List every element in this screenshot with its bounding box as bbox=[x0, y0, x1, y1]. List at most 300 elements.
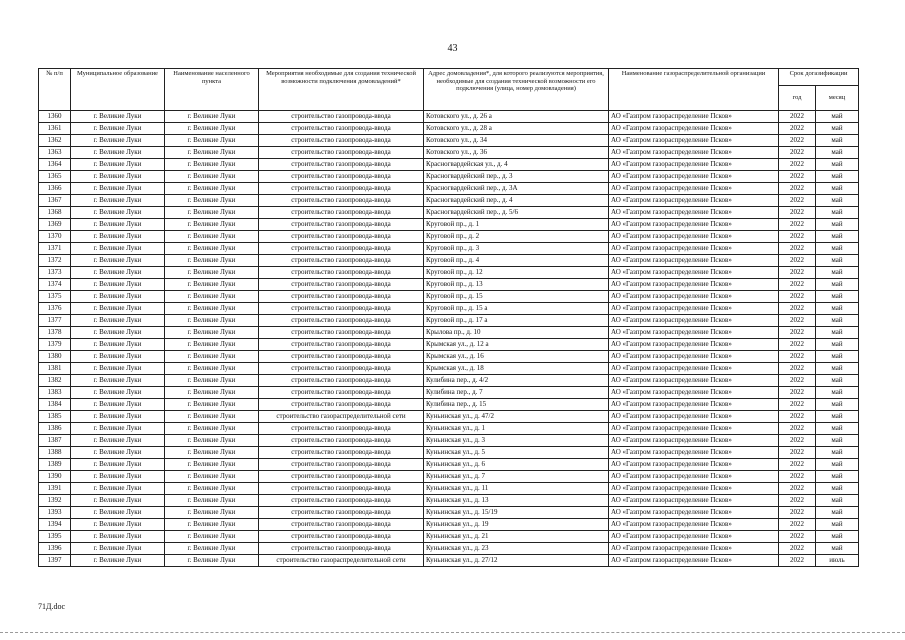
municipality-cell: г. Великие Луки bbox=[71, 183, 165, 195]
year-cell: 2022 bbox=[779, 255, 816, 267]
address-cell: Круговой пр., д. 3 bbox=[424, 243, 609, 255]
year-cell: 2022 bbox=[779, 171, 816, 183]
table-row bbox=[39, 111, 859, 123]
col-org-header: Наименование газораспределительной организации bbox=[609, 69, 779, 111]
settlement-cell: г. Великие Луки bbox=[165, 303, 259, 315]
table-row bbox=[39, 159, 859, 171]
year-cell: 2022 bbox=[779, 339, 816, 351]
settlement-cell: г. Великие Луки bbox=[165, 399, 259, 411]
settlement-cell: г. Великие Луки bbox=[165, 243, 259, 255]
row-number: 1396 bbox=[39, 543, 71, 555]
month-cell: май bbox=[816, 423, 859, 435]
address-cell: Котовского ул., д. 26 а bbox=[424, 111, 609, 123]
month-cell: май bbox=[816, 351, 859, 363]
settlement-cell: г. Великие Луки bbox=[165, 459, 259, 471]
settlement-cell: г. Великие Луки bbox=[165, 219, 259, 231]
row-number: 1378 bbox=[39, 327, 71, 339]
month-cell: май bbox=[816, 171, 859, 183]
municipality-cell: г. Великие Луки bbox=[71, 495, 165, 507]
row-number: 1360 bbox=[39, 111, 71, 123]
measure-cell: строительство газопровода-ввода bbox=[259, 543, 424, 555]
address-cell: Красногвардейский пер., д. 4 bbox=[424, 195, 609, 207]
address-cell: Круговой пр., д. 12 bbox=[424, 267, 609, 279]
organization-cell: АО «Газпром газораспределение Псков» bbox=[609, 363, 779, 375]
measure-cell: строительство газопровода-ввода bbox=[259, 111, 424, 123]
address-cell: Круговой пр., д. 1 bbox=[424, 219, 609, 231]
document-filename: 71Д.doc bbox=[38, 602, 66, 611]
month-cell: май bbox=[816, 207, 859, 219]
month-cell: май bbox=[816, 315, 859, 327]
table-row bbox=[39, 531, 859, 543]
settlement-cell: г. Великие Луки bbox=[165, 423, 259, 435]
row-number: 1384 bbox=[39, 399, 71, 411]
measure-cell: строительство газопровода-ввода bbox=[259, 459, 424, 471]
municipality-cell: г. Великие Луки bbox=[71, 255, 165, 267]
row-number: 1370 bbox=[39, 231, 71, 243]
year-cell: 2022 bbox=[779, 375, 816, 387]
year-cell: 2022 bbox=[779, 279, 816, 291]
month-cell: май bbox=[816, 291, 859, 303]
month-cell: май bbox=[816, 219, 859, 231]
col-measures-header: Мероприятия необходимые для создания технической возможности подключения домовладений* bbox=[259, 69, 424, 111]
col-municipality-header: Муниципальное образование bbox=[71, 69, 165, 111]
measure-cell: строительство газопровода-ввода bbox=[259, 123, 424, 135]
organization-cell: АО «Газпром газораспределение Псков» bbox=[609, 543, 779, 555]
month-cell: май bbox=[816, 543, 859, 555]
month-cell: май bbox=[816, 195, 859, 207]
municipality-cell: г. Великие Луки bbox=[71, 375, 165, 387]
organization-cell: АО «Газпром газораспределение Псков» bbox=[609, 267, 779, 279]
table-row bbox=[39, 471, 859, 483]
municipality-cell: г. Великие Луки bbox=[71, 315, 165, 327]
settlement-cell: г. Великие Луки bbox=[165, 291, 259, 303]
municipality-cell: г. Великие Луки bbox=[71, 483, 165, 495]
row-number: 1373 bbox=[39, 267, 71, 279]
municipality-cell: г. Великие Луки bbox=[71, 423, 165, 435]
row-number: 1362 bbox=[39, 135, 71, 147]
municipality-cell: г. Великие Луки bbox=[71, 231, 165, 243]
measure-cell: строительство газопровода-ввода bbox=[259, 207, 424, 219]
table-row bbox=[39, 519, 859, 531]
organization-cell: АО «Газпром газораспределение Псков» bbox=[609, 315, 779, 327]
table-row bbox=[39, 363, 859, 375]
table-row bbox=[39, 267, 859, 279]
organization-cell: АО «Газпром газораспределение Псков» bbox=[609, 291, 779, 303]
measure-cell: строительство газопровода-ввода bbox=[259, 243, 424, 255]
address-cell: Куньинская ул., д. 27/12 bbox=[424, 555, 609, 567]
table-row bbox=[39, 147, 859, 159]
month-cell: май bbox=[816, 507, 859, 519]
address-cell: Куньинская ул., д. 6 bbox=[424, 459, 609, 471]
row-number: 1394 bbox=[39, 519, 71, 531]
measure-cell: строительство газопровода-ввода bbox=[259, 231, 424, 243]
month-cell: май bbox=[816, 159, 859, 171]
organization-cell: АО «Газпром газораспределение Псков» bbox=[609, 303, 779, 315]
table-row bbox=[39, 423, 859, 435]
month-cell: май bbox=[816, 231, 859, 243]
settlement-cell: г. Великие Луки bbox=[165, 327, 259, 339]
measure-cell: строительство газопровода-ввода bbox=[259, 507, 424, 519]
address-cell: Круговой пр., д. 13 bbox=[424, 279, 609, 291]
year-cell: 2022 bbox=[779, 531, 816, 543]
settlement-cell: г. Великие Луки bbox=[165, 519, 259, 531]
settlement-cell: г. Великие Луки bbox=[165, 315, 259, 327]
table-row bbox=[39, 135, 859, 147]
address-cell: Красногвардейская ул., д. 4 bbox=[424, 159, 609, 171]
organization-cell: АО «Газпром газораспределение Псков» bbox=[609, 447, 779, 459]
settlement-cell: г. Великие Луки bbox=[165, 435, 259, 447]
measure-cell: строительство газопровода-ввода bbox=[259, 147, 424, 159]
measure-cell: строительство газораспределительной сети bbox=[259, 555, 424, 567]
organization-cell: АО «Газпром газораспределение Псков» bbox=[609, 147, 779, 159]
year-cell: 2022 bbox=[779, 447, 816, 459]
measure-cell: строительство газопровода-ввода bbox=[259, 339, 424, 351]
settlement-cell: г. Великие Луки bbox=[165, 195, 259, 207]
measure-cell: строительство газопровода-ввода bbox=[259, 195, 424, 207]
table-row bbox=[39, 399, 859, 411]
year-cell: 2022 bbox=[779, 555, 816, 567]
month-cell: май bbox=[816, 267, 859, 279]
municipality-cell: г. Великие Луки bbox=[71, 243, 165, 255]
table-row bbox=[39, 123, 859, 135]
municipality-cell: г. Великие Луки bbox=[71, 399, 165, 411]
year-cell: 2022 bbox=[779, 495, 816, 507]
organization-cell: АО «Газпром газораспределение Псков» bbox=[609, 435, 779, 447]
table-row bbox=[39, 231, 859, 243]
row-number: 1377 bbox=[39, 315, 71, 327]
table-row bbox=[39, 255, 859, 267]
address-cell: Куньинская ул., д. 5 bbox=[424, 447, 609, 459]
municipality-cell: г. Великие Луки bbox=[71, 123, 165, 135]
row-number: 1382 bbox=[39, 375, 71, 387]
settlement-cell: г. Великие Луки bbox=[165, 339, 259, 351]
month-cell: май bbox=[816, 495, 859, 507]
settlement-cell: г. Великие Луки bbox=[165, 147, 259, 159]
table-row bbox=[39, 171, 859, 183]
month-cell: май bbox=[816, 363, 859, 375]
address-cell: Крымская ул., д. 18 bbox=[424, 363, 609, 375]
year-cell: 2022 bbox=[779, 399, 816, 411]
organization-cell: АО «Газпром газораспределение Псков» bbox=[609, 423, 779, 435]
col-year-header: год bbox=[779, 86, 816, 111]
row-number: 1364 bbox=[39, 159, 71, 171]
municipality-cell: г. Великие Луки bbox=[71, 531, 165, 543]
month-cell: май bbox=[816, 519, 859, 531]
month-cell: май bbox=[816, 147, 859, 159]
municipality-cell: г. Великие Луки bbox=[71, 507, 165, 519]
address-cell: Куньинская ул., д. 13 bbox=[424, 495, 609, 507]
measure-cell: строительство газопровода-ввода bbox=[259, 315, 424, 327]
year-cell: 2022 bbox=[779, 363, 816, 375]
address-cell: Куньинская ул., д. 3 bbox=[424, 435, 609, 447]
organization-cell: АО «Газпром газораспределение Псков» bbox=[609, 387, 779, 399]
municipality-cell: г. Великие Луки bbox=[71, 219, 165, 231]
year-cell: 2022 bbox=[779, 327, 816, 339]
table-row bbox=[39, 195, 859, 207]
settlement-cell: г. Великие Луки bbox=[165, 387, 259, 399]
row-number: 1390 bbox=[39, 471, 71, 483]
row-number: 1367 bbox=[39, 195, 71, 207]
table-row bbox=[39, 243, 859, 255]
year-cell: 2022 bbox=[779, 387, 816, 399]
col-num-header: № п/п bbox=[39, 69, 71, 111]
table-row bbox=[39, 219, 859, 231]
municipality-cell: г. Великие Луки bbox=[71, 459, 165, 471]
gasification-table bbox=[38, 68, 859, 567]
settlement-cell: г. Великие Луки bbox=[165, 447, 259, 459]
settlement-cell: г. Великие Луки bbox=[165, 267, 259, 279]
table-row bbox=[39, 483, 859, 495]
municipality-cell: г. Великие Луки bbox=[71, 267, 165, 279]
row-number: 1365 bbox=[39, 171, 71, 183]
settlement-cell: г. Великие Луки bbox=[165, 183, 259, 195]
settlement-cell: г. Великие Луки bbox=[165, 279, 259, 291]
row-number: 1383 bbox=[39, 387, 71, 399]
year-cell: 2022 bbox=[779, 423, 816, 435]
row-number: 1395 bbox=[39, 531, 71, 543]
table-row bbox=[39, 207, 859, 219]
address-cell: Куньинская ул., д. 11 bbox=[424, 483, 609, 495]
table-row bbox=[39, 507, 859, 519]
measure-cell: строительство газораспределительной сети bbox=[259, 411, 424, 423]
organization-cell: АО «Газпром газораспределение Псков» bbox=[609, 507, 779, 519]
municipality-cell: г. Великие Луки bbox=[71, 411, 165, 423]
settlement-cell: г. Великие Луки bbox=[165, 543, 259, 555]
settlement-cell: г. Великие Луки bbox=[165, 171, 259, 183]
address-cell: Куньинская ул., д. 21 bbox=[424, 531, 609, 543]
address-cell: Куньинская ул., д. 7 bbox=[424, 471, 609, 483]
table-body bbox=[39, 111, 859, 567]
organization-cell: АО «Газпром газораспределение Псков» bbox=[609, 159, 779, 171]
measure-cell: строительство газопровода-ввода bbox=[259, 423, 424, 435]
organization-cell: АО «Газпром газораспределение Псков» bbox=[609, 327, 779, 339]
address-cell: Крымская ул., д. 16 bbox=[424, 351, 609, 363]
measure-cell: строительство газопровода-ввода bbox=[259, 219, 424, 231]
organization-cell: АО «Газпром газораспределение Псков» bbox=[609, 183, 779, 195]
row-number: 1372 bbox=[39, 255, 71, 267]
organization-cell: АО «Газпром газораспределение Псков» bbox=[609, 399, 779, 411]
row-number: 1397 bbox=[39, 555, 71, 567]
settlement-cell: г. Великие Луки bbox=[165, 255, 259, 267]
municipality-cell: г. Великие Луки bbox=[71, 207, 165, 219]
municipality-cell: г. Великие Луки bbox=[71, 351, 165, 363]
municipality-cell: г. Великие Луки bbox=[71, 147, 165, 159]
year-cell: 2022 bbox=[779, 159, 816, 171]
year-cell: 2022 bbox=[779, 471, 816, 483]
organization-cell: АО «Газпром газораспределение Псков» bbox=[609, 495, 779, 507]
measure-cell: строительство газопровода-ввода bbox=[259, 363, 424, 375]
municipality-cell: г. Великие Луки bbox=[71, 111, 165, 123]
year-cell: 2022 bbox=[779, 351, 816, 363]
table-row bbox=[39, 555, 859, 567]
table-row bbox=[39, 339, 859, 351]
year-cell: 2022 bbox=[779, 243, 816, 255]
month-cell: май bbox=[816, 387, 859, 399]
table-row bbox=[39, 183, 859, 195]
organization-cell: АО «Газпром газораспределение Псков» bbox=[609, 351, 779, 363]
organization-cell: АО «Газпром газораспределение Псков» bbox=[609, 135, 779, 147]
year-cell: 2022 bbox=[779, 219, 816, 231]
address-cell: Круговой пр., д. 17 а bbox=[424, 315, 609, 327]
year-cell: 2022 bbox=[779, 291, 816, 303]
table-row bbox=[39, 291, 859, 303]
month-cell: май bbox=[816, 435, 859, 447]
year-cell: 2022 bbox=[779, 507, 816, 519]
year-cell: 2022 bbox=[779, 123, 816, 135]
row-number: 1387 bbox=[39, 435, 71, 447]
table-row bbox=[39, 435, 859, 447]
measure-cell: строительство газопровода-ввода bbox=[259, 495, 424, 507]
address-cell: Красногвардейский пер., д. 3 bbox=[424, 171, 609, 183]
municipality-cell: г. Великие Луки bbox=[71, 279, 165, 291]
table-row bbox=[39, 495, 859, 507]
year-cell: 2022 bbox=[779, 519, 816, 531]
scan-edge-line bbox=[0, 632, 905, 633]
organization-cell: АО «Газпром газораспределение Псков» bbox=[609, 219, 779, 231]
organization-cell: АО «Газпром газораспределение Псков» bbox=[609, 555, 779, 567]
month-cell: май bbox=[816, 399, 859, 411]
address-cell: Куньинская ул., д. 1 bbox=[424, 423, 609, 435]
settlement-cell: г. Великие Луки bbox=[165, 351, 259, 363]
col-month-header: месяц bbox=[816, 86, 859, 111]
municipality-cell: г. Великие Луки bbox=[71, 555, 165, 567]
settlement-cell: г. Великие Луки bbox=[165, 159, 259, 171]
municipality-cell: г. Великие Луки bbox=[71, 159, 165, 171]
row-number: 1381 bbox=[39, 363, 71, 375]
row-number: 1375 bbox=[39, 291, 71, 303]
municipality-cell: г. Великие Луки bbox=[71, 171, 165, 183]
organization-cell: АО «Газпром газораспределение Псков» bbox=[609, 531, 779, 543]
settlement-cell: г. Великие Луки bbox=[165, 471, 259, 483]
row-number: 1391 bbox=[39, 483, 71, 495]
measure-cell: строительство газопровода-ввода bbox=[259, 375, 424, 387]
municipality-cell: г. Великие Луки bbox=[71, 303, 165, 315]
table-row bbox=[39, 411, 859, 423]
municipality-cell: г. Великие Луки bbox=[71, 363, 165, 375]
organization-cell: АО «Газпром газораспределение Псков» bbox=[609, 279, 779, 291]
measure-cell: строительство газопровода-ввода bbox=[259, 387, 424, 399]
organization-cell: АО «Газпром газораспределение Псков» bbox=[609, 411, 779, 423]
row-number: 1392 bbox=[39, 495, 71, 507]
month-cell: июль bbox=[816, 555, 859, 567]
measure-cell: строительство газопровода-ввода bbox=[259, 351, 424, 363]
measure-cell: строительство газопровода-ввода bbox=[259, 399, 424, 411]
measure-cell: строительство газопровода-ввода bbox=[259, 291, 424, 303]
page-number: 43 bbox=[447, 43, 458, 54]
address-cell: Круговой пр., д. 2 bbox=[424, 231, 609, 243]
year-cell: 2022 bbox=[779, 135, 816, 147]
measure-cell: строительство газопровода-ввода bbox=[259, 183, 424, 195]
settlement-cell: г. Великие Луки bbox=[165, 231, 259, 243]
address-cell: Куньинская ул., д. 15/19 bbox=[424, 507, 609, 519]
year-cell: 2022 bbox=[779, 435, 816, 447]
measure-cell: строительство газопровода-ввода bbox=[259, 279, 424, 291]
row-number: 1368 bbox=[39, 207, 71, 219]
address-cell: Кулибина пер., д. 15 bbox=[424, 399, 609, 411]
row-number: 1385 bbox=[39, 411, 71, 423]
row-number: 1388 bbox=[39, 447, 71, 459]
month-cell: май bbox=[816, 327, 859, 339]
measure-cell: строительство газопровода-ввода bbox=[259, 471, 424, 483]
col-term-header: Срок догазификации bbox=[779, 69, 859, 86]
address-cell: Красногвардейский пер., д. 3А bbox=[424, 183, 609, 195]
measure-cell: строительство газопровода-ввода bbox=[259, 435, 424, 447]
row-number: 1380 bbox=[39, 351, 71, 363]
address-cell: Котовского ул., д. 34 bbox=[424, 135, 609, 147]
settlement-cell: г. Великие Луки bbox=[165, 411, 259, 423]
measure-cell: строительство газопровода-ввода bbox=[259, 171, 424, 183]
year-cell: 2022 bbox=[779, 231, 816, 243]
organization-cell: АО «Газпром газораспределение Псков» bbox=[609, 339, 779, 351]
municipality-cell: г. Великие Луки bbox=[71, 543, 165, 555]
municipality-cell: г. Великие Луки bbox=[71, 135, 165, 147]
table-row bbox=[39, 279, 859, 291]
address-cell: Кулибина пер., д. 7 bbox=[424, 387, 609, 399]
year-cell: 2022 bbox=[779, 267, 816, 279]
year-cell: 2022 bbox=[779, 315, 816, 327]
address-cell: Кулибина пер., д. 4/2 bbox=[424, 375, 609, 387]
organization-cell: АО «Газпром газораспределение Псков» bbox=[609, 195, 779, 207]
municipality-cell: г. Великие Луки bbox=[71, 387, 165, 399]
address-cell: Куньинская ул., д. 47/2 bbox=[424, 411, 609, 423]
municipality-cell: г. Великие Луки bbox=[71, 447, 165, 459]
municipality-cell: г. Великие Луки bbox=[71, 339, 165, 351]
col-settlement-header: Наименование населенного пункта bbox=[165, 69, 259, 111]
year-cell: 2022 bbox=[779, 483, 816, 495]
municipality-cell: г. Великие Луки bbox=[71, 519, 165, 531]
municipality-cell: г. Великие Луки bbox=[71, 471, 165, 483]
month-cell: май bbox=[816, 531, 859, 543]
row-number: 1366 bbox=[39, 183, 71, 195]
organization-cell: АО «Газпром газораспределение Псков» bbox=[609, 459, 779, 471]
address-cell: Круговой пр., д. 4 bbox=[424, 255, 609, 267]
table-row bbox=[39, 327, 859, 339]
table-row bbox=[39, 375, 859, 387]
month-cell: май bbox=[816, 459, 859, 471]
settlement-cell: г. Великие Луки bbox=[165, 531, 259, 543]
measure-cell: строительство газопровода-ввода bbox=[259, 159, 424, 171]
table-header-row bbox=[39, 69, 859, 86]
organization-cell: АО «Газпром газораспределение Псков» bbox=[609, 375, 779, 387]
table-row bbox=[39, 459, 859, 471]
table-row bbox=[39, 387, 859, 399]
settlement-cell: г. Великие Луки bbox=[165, 123, 259, 135]
year-cell: 2022 bbox=[779, 207, 816, 219]
organization-cell: АО «Газпром газораспределение Псков» bbox=[609, 519, 779, 531]
row-number: 1369 bbox=[39, 219, 71, 231]
organization-cell: АО «Газпром газораспределение Псков» bbox=[609, 471, 779, 483]
municipality-cell: г. Великие Луки bbox=[71, 291, 165, 303]
month-cell: май bbox=[816, 471, 859, 483]
settlement-cell: г. Великие Луки bbox=[165, 495, 259, 507]
month-cell: май bbox=[816, 375, 859, 387]
settlement-cell: г. Великие Луки bbox=[165, 375, 259, 387]
row-number: 1386 bbox=[39, 423, 71, 435]
settlement-cell: г. Великие Луки bbox=[165, 111, 259, 123]
address-cell: Куньинская ул., д. 23 bbox=[424, 543, 609, 555]
row-number: 1361 bbox=[39, 123, 71, 135]
year-cell: 2022 bbox=[779, 303, 816, 315]
month-cell: май bbox=[816, 483, 859, 495]
table-row bbox=[39, 543, 859, 555]
settlement-cell: г. Великие Луки bbox=[165, 135, 259, 147]
address-cell: Круговой пр., д. 15 а bbox=[424, 303, 609, 315]
month-cell: май bbox=[816, 339, 859, 351]
settlement-cell: г. Великие Луки bbox=[165, 483, 259, 495]
organization-cell: АО «Газпром газораспределение Псков» bbox=[609, 231, 779, 243]
settlement-cell: г. Великие Луки bbox=[165, 507, 259, 519]
organization-cell: АО «Газпром газораспределение Псков» bbox=[609, 243, 779, 255]
